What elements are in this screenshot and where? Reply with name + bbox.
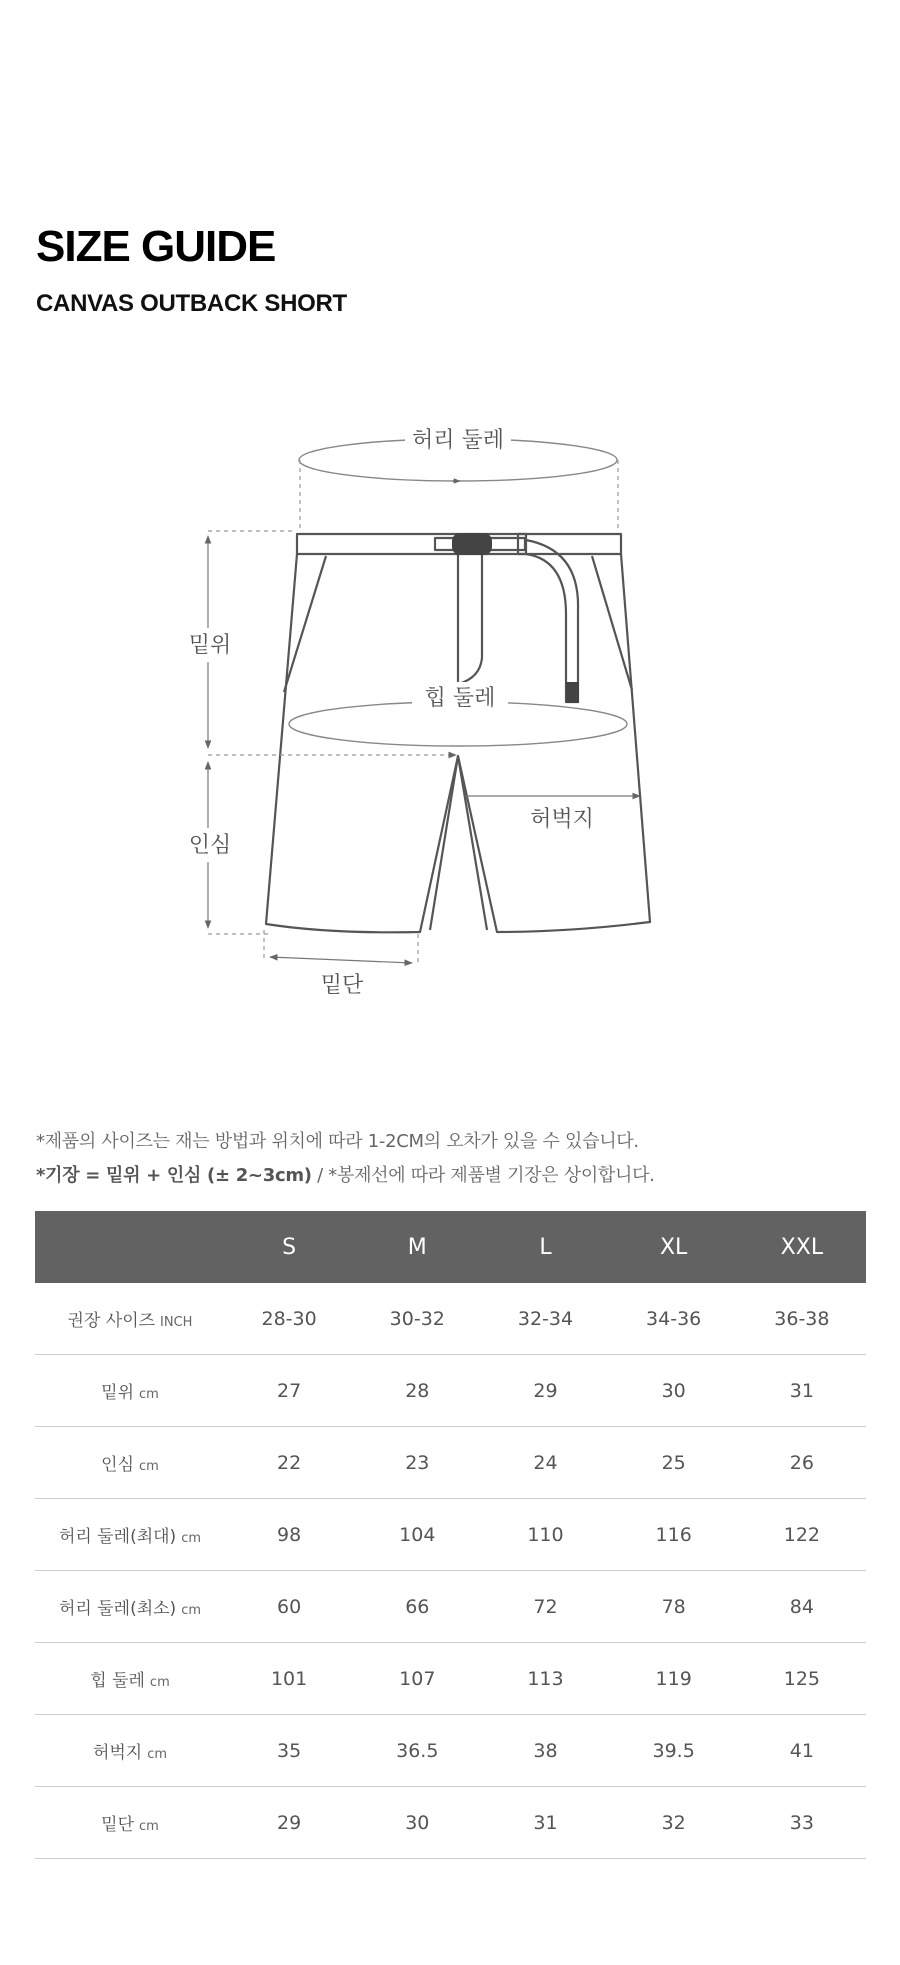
header-size-xl: XL: [610, 1211, 738, 1283]
page-title: SIZE GUIDE: [36, 222, 276, 271]
table-cell: 24: [481, 1427, 609, 1499]
table-cell: 116: [610, 1499, 738, 1571]
table-row: [35, 1787, 866, 1859]
table-cell: 30: [610, 1355, 738, 1427]
table-cell: 38: [481, 1715, 609, 1787]
table-cell: 41: [738, 1715, 866, 1787]
hip-label: 힙 둘레: [424, 686, 496, 711]
table-cell: 31: [738, 1355, 866, 1427]
table-cell: 113: [481, 1643, 609, 1715]
table-cell: 72: [481, 1571, 609, 1643]
table-cell: 60: [225, 1571, 353, 1643]
waist-label: 허리 둘레: [411, 428, 505, 453]
table-cell: 36.5: [353, 1715, 481, 1787]
table-cell: 35: [225, 1715, 353, 1787]
hem-label: 밑단: [320, 973, 364, 998]
belt-tail: [526, 540, 578, 702]
table-row: [35, 1427, 866, 1499]
row-unit: cm: [181, 1603, 201, 1618]
table-row: [35, 1499, 866, 1571]
row-label: [35, 1427, 225, 1499]
table-cell: 78: [610, 1571, 738, 1643]
table-cell: 25: [610, 1427, 738, 1499]
row-label-text: 허리 둘레(최대): [58, 1527, 177, 1547]
table-cell: 119: [610, 1643, 738, 1715]
row-label-text: 권장 사이즈: [67, 1311, 156, 1331]
row-unit: cm: [139, 1459, 159, 1474]
product-name: CANVAS OUTBACK SHORT: [36, 290, 347, 317]
table-row: [35, 1571, 866, 1643]
table-cell: 30-32: [353, 1283, 481, 1355]
row-label-text: 밑단: [101, 1815, 135, 1835]
table-cell: 36-38: [738, 1283, 866, 1355]
row-label: [35, 1355, 225, 1427]
table-cell: 28-30: [225, 1283, 353, 1355]
table-cell: 29: [225, 1787, 353, 1859]
table-cell: 33: [738, 1787, 866, 1859]
table-cell: 104: [353, 1499, 481, 1571]
row-unit: cm: [139, 1819, 159, 1834]
row-label: [35, 1643, 225, 1715]
table-cell: 30: [353, 1787, 481, 1859]
row-label-text: 밑위: [101, 1383, 135, 1403]
row-label: [35, 1283, 225, 1355]
row-unit: cm: [181, 1531, 201, 1546]
inseam-label: 인심: [188, 833, 232, 858]
note-length-detail: / *봉제선에 따라 제품별 기장은 상이합니다.: [311, 1165, 655, 1186]
row-unit: cm: [147, 1747, 168, 1762]
table-cell: 28: [353, 1355, 481, 1427]
table-cell: 125: [738, 1643, 866, 1715]
table-cell: 26: [738, 1427, 866, 1499]
table-cell: 27: [225, 1355, 353, 1427]
table-cell: 98: [225, 1499, 353, 1571]
rise-label: 밑위: [188, 633, 232, 658]
table-row: [35, 1283, 866, 1355]
table-cell: 107: [353, 1643, 481, 1715]
row-label-text: 힙 둘레: [90, 1671, 145, 1691]
size-notes: [36, 1128, 655, 1196]
table-cell: 29: [481, 1355, 609, 1427]
table-cell: 32: [610, 1787, 738, 1859]
row-unit: INCH: [160, 1315, 193, 1330]
table-cell: 32-34: [481, 1283, 609, 1355]
table-row: [35, 1643, 866, 1715]
table-cell: 22: [225, 1427, 353, 1499]
row-label-text: 인심: [101, 1455, 135, 1475]
thigh-label: 허벅지: [530, 807, 594, 832]
note-tolerance: *제품의 사이즈는 재는 방법과 위치에 따라 1-2CM의 오차가 있을 수 있습니다.: [36, 1131, 639, 1152]
table-row: [35, 1355, 866, 1427]
header-size-xxl: XXL: [738, 1211, 866, 1283]
belt-buckle-icon: [452, 533, 492, 555]
table-cell: 84: [738, 1571, 866, 1643]
note-length: [36, 1162, 655, 1196]
table-cell: 34-36: [610, 1283, 738, 1355]
row-unit: cm: [149, 1675, 170, 1690]
row-unit: cm: [139, 1387, 159, 1402]
header-size-s: S: [225, 1211, 353, 1283]
table-cell: 101: [225, 1643, 353, 1715]
table-row: [35, 1715, 866, 1787]
header-size-m: M: [353, 1211, 481, 1283]
table-cell: 110: [481, 1499, 609, 1571]
note-length-formula: *기장 = 밑위 + 인심 (± 2~3cm): [36, 1165, 312, 1186]
table-cell: 122: [738, 1499, 866, 1571]
row-label: [35, 1499, 225, 1571]
row-label: [35, 1715, 225, 1787]
table-cell: 31: [481, 1787, 609, 1859]
table-cell: 39.5: [610, 1715, 738, 1787]
table-cell: 23: [353, 1427, 481, 1499]
shorts-measurement-diagram: [0, 400, 900, 1020]
row-label-text: 허리 둘레(최소): [58, 1599, 177, 1619]
row-label-text: 허벅지: [92, 1743, 143, 1763]
row-label: [35, 1571, 225, 1643]
size-header-row: [35, 1211, 866, 1283]
table-cell: 66: [353, 1571, 481, 1643]
fly-line: [458, 554, 482, 684]
row-label: [35, 1787, 225, 1859]
header-corner: [35, 1211, 225, 1283]
header-size-l: L: [481, 1211, 609, 1283]
belt-tip-icon: [566, 682, 579, 703]
size-table: [35, 1211, 866, 1859]
